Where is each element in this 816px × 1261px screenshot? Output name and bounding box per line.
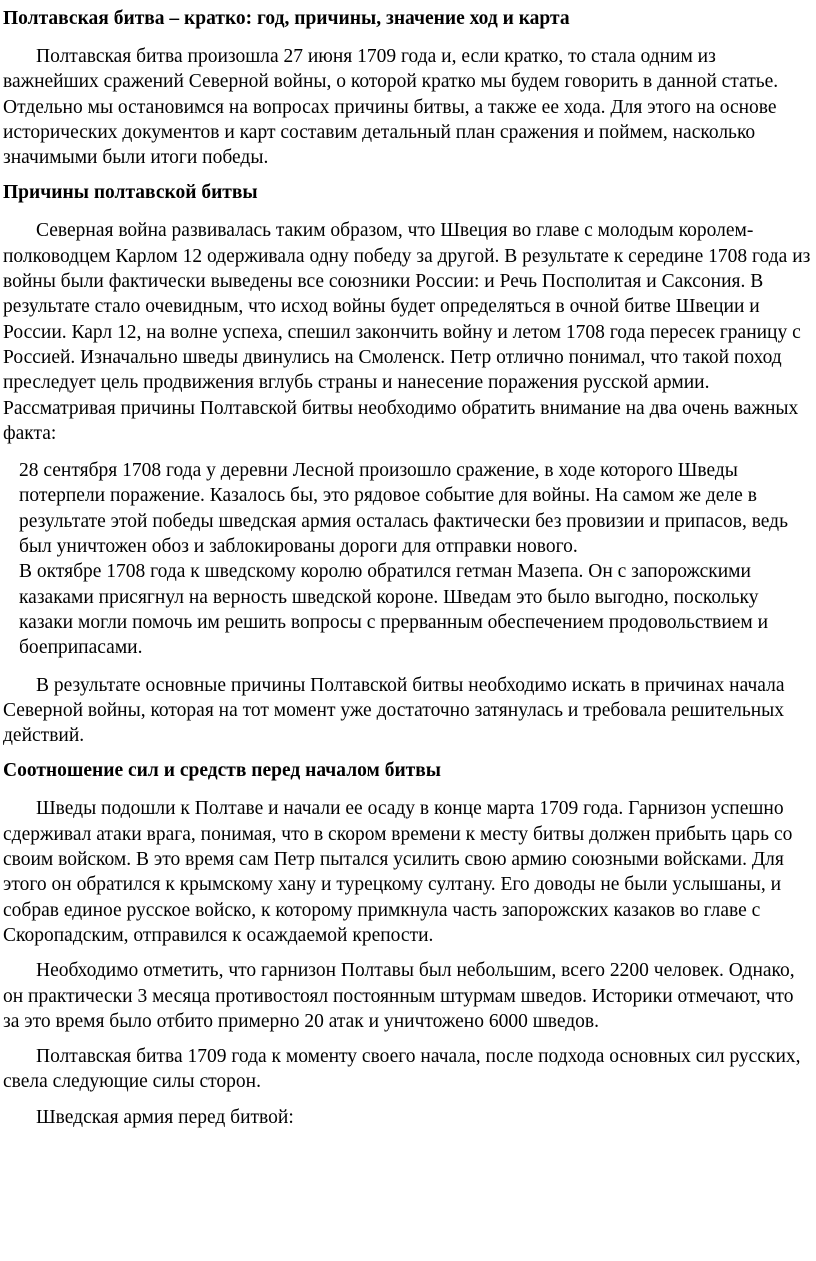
forces-paragraph: Шведы подошли к Полтаве и начали ее осаду в конце марта 1709 года. Гарнизон успешно сдерживал атаки врага, понимая, что в скором времени к месту битвы должен прибыть царь со своим войском. В это время сам Петр пытался усилить свою армию союзными войсками. Для этого он обратился к крымскому хану и турецкому султану. Его доводы не были услышаны, и собрав единое русское войско, к которому примкнула часть запорожских казаков во главе с Скоропадским, отправился к осаждаемой крепости. [3,798,793,946]
list-item: В октябре 1708 года к шведскому королю обратился гетман Мазепа. Он с запорожскими казаками присягнул на верность шведской короне. Шведам это было выгодно, поскольку казаки могли помочь им решить вопросы с прерванным обеспечением продовольствием и боеприпасами. [19,561,769,659]
facts-list [3,458,812,660]
list-item: 28 сентября 1708 года у деревни Лесной произошло сражение, в ходе которого Шведы потерпели поражение. Казалось бы, это рядовое событие для войны. На самом же деле в результате этой победы шведская армия осталась фактически без провизии и припасов, ведь был уничтожен обоз и заблокированы дороги для отправки нового. [19,460,788,558]
page-title: Полтавская битва – кратко: год, причины, значение ход и карта [3,8,570,29]
swedish-army-paragraph: Шведская армия перед битвой: [36,1106,294,1128]
causes-paragraph: Северная война развивалась таким образом, что Швеция во главе с молодым королем-полководцем Карлом 12 одерживала одну победу за другой. В результате к середине 1708 года из войны были фактически выведены все союзники России: и Речь Посполитая и Саксония. В результате стало очевидным, что исход войны будет определяться в очной битве Швеции и России. Карл 12, на волне успеха, спешил закончить войну и летом 1708 года пересек границу с Россией. Изначально шведы двинулись на Смоленск. Петр отлично понимал, что такой поход преследует цель продвижения вглубь страны и нанесение поражения русской армии. Рассматривая причины Полтавской битвы необходимо обратить внимание на два очень важных факта: [3,220,811,444]
section-heading-forces: Соотношение сил и средств перед началом битвы [3,760,442,782]
garrison-paragraph: Необходимо отметить, что гарнизон Полтавы был небольшим, всего 2200 человек. Однако, он практически 3 месяца противостоял постоянным штурмам шведов. Историки отмечают, что за это время было отбито примерно 20 атак и уничтожено 6000 шведов. [3,960,795,1032]
forces-summary-paragraph: Полтавская битва 1709 года к моменту своего начала, после подхода основных сил русских, свела следующие силы сторон. [3,1046,801,1093]
section-heading-causes: Причины полтавской битвы [3,182,258,204]
intro-paragraph: Полтавская битва произошла 27 июня 1709 года и, если кратко, то стала одним из важнейших сражений Северной войны, о которой кратко мы будем говорить в данной статье. Отдельно мы остановимся на вопросах причины битвы, а также ее хода. Для этого на основе исторических документов и карт составим детальный план сражения и поймем, насколько значимыми были итоги победы. [3,46,779,169]
causes-conclusion-paragraph: В результате основные причины Полтавской битвы необходимо искать в причинах начала Северной войны, которая на тот момент уже достаточно затянулась и требовала решительных действий. [3,674,785,747]
